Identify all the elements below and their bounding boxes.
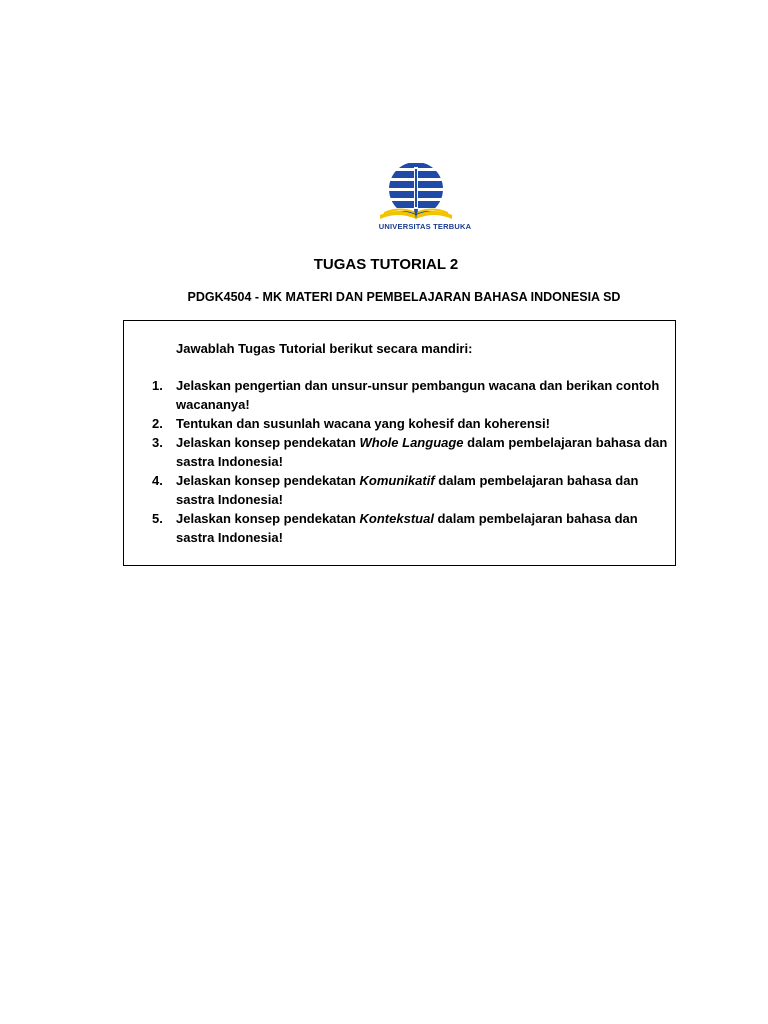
question-text: Jelaskan konsep pendekatan [176,473,360,488]
question-term: Kontekstual [359,511,434,526]
question-item [142,433,672,471]
question-number: 1. [152,378,163,393]
question-text: Jelaskan konsep pendekatan [176,435,360,450]
question-term: Whole Language [359,435,464,450]
question-item [142,509,672,547]
question-text: Jelaskan konsep pendekatan [176,511,360,526]
question-number: 5. [152,511,163,526]
question-text: Jelaskan pengertian dan unsur-unsur pembangun wacana dan berikan contoh wacananya! [176,378,660,412]
logo-caption: UNIVERSITAS TERBUKA [378,222,472,231]
document-title: TUGAS TUTORIAL 2 [313,256,459,273]
question-number: 3. [152,435,163,450]
question-text-end: dalam pembelajaran bahasa dan sastra Indonesia! [176,435,668,469]
question-text-end: dalam pembelajaran bahasa dan sastra Indonesia! [176,473,639,507]
assignment-intro: Jawablah Tugas Tutorial berikut secara mandiri: [176,341,473,356]
course-subtitle: PDGK4504 - MK MATERI DAN PEMBELAJARAN BAHASA INDONESIA SD [187,290,621,304]
question-term: Komunikatif [359,473,435,488]
university-logo-icon [374,163,476,223]
question-text-end: dalam pembelajaran bahasa dan sastra Indonesia! [176,511,638,545]
question-list [142,376,672,547]
question-text: Tentukan dan susunlah wacana yang kohesif dan koherensi! [176,416,550,431]
question-item [142,471,672,509]
question-number: 4. [152,473,163,488]
question-item [142,414,672,433]
question-item [142,376,672,414]
question-number: 2. [152,416,163,431]
